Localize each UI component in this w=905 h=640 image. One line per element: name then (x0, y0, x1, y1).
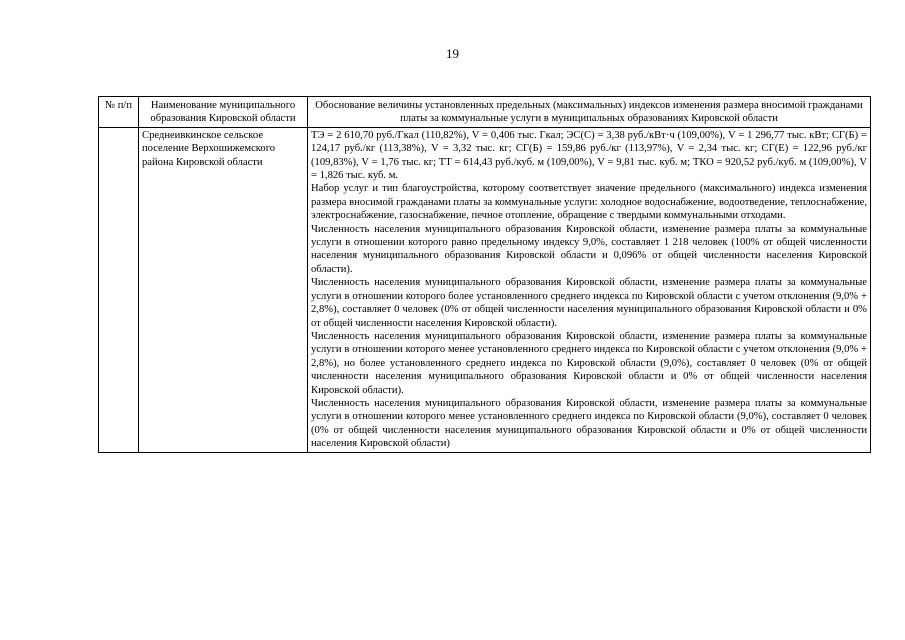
rationale-population-equal: Численность населения муниципального образования Кировской области, изменение размера платы за коммунальные услуги в отношении которого равно предельному индексу 9,0%, составляет 1 218 человек (100% от общей численности населения муниципального образования Кировской области и 0,096% от общей численности населения Кировской области). (311, 223, 867, 275)
rationale-services: Набор услуг и тип благоустройства, которому соответствует значение предельного (максимального) индекса изменения размера вносимой гражданами платы за коммунальные услуги: холодное водоснабжение, водоотведение, теплоснабжение, электроснабжение, газоснабжение, печное отопление, обращение с твердыми коммунальными отходами. (311, 183, 867, 222)
header-number: № п/п (99, 97, 139, 128)
tariff-table (98, 96, 871, 453)
page-number: 19 (446, 46, 459, 61)
rationale-tariffs: ТЭ = 2 610,70 руб./Гкал (110,82%), V = 0,406 тыс. Гкал; ЭС(С) = 3,38 руб./кВт·ч (109,00%), V = 1 296,77 тыс. кВт; СГ(Б) = 124,17 руб./кг (113,38%), V = 3,32 тыс. кг; СГ(Б) = 159,86 руб./кг (113,97%), V = 2,34 тыс. кг; СГ(Е) = 122,96 руб./кг (109,83%), V = 1,76 тыс. кг; ТТ = 614,43 руб./куб. м (109,00%), V = 9,81 тыс. куб. м; ТКО = 920,52 руб./куб. м (109,00%), V = 1,826 тыс. куб. м. (311, 129, 867, 182)
cell-number (99, 127, 139, 452)
header-municipality: Наименование муниципального образования Кировской области (139, 97, 308, 128)
rationale-population-below: Численность населения муниципального образования Кировской области, изменение размера платы за коммунальные услуги в отношении которого менее установленного среднего индекса по Кировской области (9,0%), составляет 0 человек (0% от общей численности населения муниципального образования Кировской области и 0% от общей численности населения Кировской области) (311, 397, 867, 450)
cell-rationale (308, 127, 871, 452)
header-rationale: Обоснование величины установленных предельных (максимальных) индексов изменения размера вносимой гражданами платы за коммунальные услуги в муниципальных образованиях Кировской области (308, 97, 871, 128)
rationale-population-between: Численность населения муниципального образования Кировской области, изменение размера платы за коммунальные услуги в отношении которого менее установленного среднего индекса по Кировской области с учетом отклонения (9,0% + 2,8%), но более установленного среднего индекса по Кировской области (9,0%), составляет 0 человек (0% от общей численности населения муниципального образования Кировской области и 0% от общей численности населения Кировской области). (311, 330, 867, 396)
cell-municipality: Среднеивкинское сельское поселение Верхошижемского района Кировской области (139, 127, 308, 452)
rationale-population-above: Численность населения муниципального образования Кировской области, изменение размера платы за коммунальные услуги в отношении которого более установленного среднего индекса по Кировской области с учетом отклонения (9,0% + 2,8%), составляет 0 человек (0% от общей численности населения муниципального образования Кировской области и 0% от общей численности населения Кировской области). (311, 277, 867, 329)
table-header-row (99, 97, 871, 128)
table-row (99, 127, 871, 452)
